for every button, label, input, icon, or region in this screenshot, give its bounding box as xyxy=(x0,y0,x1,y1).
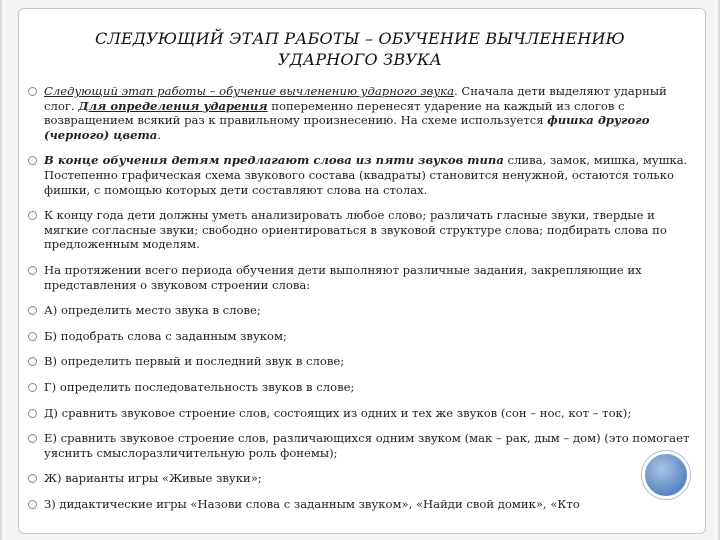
item-text: З) дидактические игры «Назови слова с заданным звуком», «Найди свой домик», «Кто xyxy=(44,496,580,511)
bullet-circle-icon xyxy=(28,306,37,315)
list-item xyxy=(26,406,694,421)
item-emphasis: Следующий этап работы – обучение вычленению ударного звука xyxy=(44,84,454,98)
bullet-circle-icon xyxy=(28,383,37,392)
list-item xyxy=(26,354,694,369)
bullet-circle-icon xyxy=(28,87,37,96)
list-item xyxy=(26,471,694,486)
decorative-circle-icon xyxy=(642,451,690,499)
item-text: Б) подобрать слова с заданным звуком; xyxy=(44,328,287,343)
item-text: Г) определить последовательность звуков в слове; xyxy=(44,379,355,394)
bullet-circle-icon xyxy=(28,434,37,443)
item-text: Ж) варианты игры «Живые звуки»; xyxy=(44,471,262,486)
list-item xyxy=(26,497,694,512)
title-line-1: СЛЕДУЮЩИЙ ЭТАП РАБОТЫ – ОБУЧЕНИЕ ВЫЧЛЕНЕНИЮ xyxy=(95,29,625,48)
slide-title xyxy=(40,28,680,70)
item-text: Д) сравнить звуковое строение слов, состоящих из одних и тех же звуков (сон – нос, кот – ток); xyxy=(44,405,632,420)
bullet-circle-icon xyxy=(28,266,37,275)
bullet-circle-icon xyxy=(28,474,37,483)
bullet-circle-icon xyxy=(28,357,37,366)
item-text: . xyxy=(157,127,161,142)
item-emphasis: В конце обучения детям предлагают слова из пяти звуков типа xyxy=(44,153,504,168)
item-text: . Сначала дети выделяют ударный слог. xyxy=(44,84,667,113)
title-line-2: УДАРНОГО ЗВУКА xyxy=(278,50,442,69)
item-text: К концу года дети должны уметь анализировать любое слово; различать гласные звуки, твердые и мягкие согласные звуки; свободно ориентироваться в звуковой структуре слова; подбирать слова по предложенным моделям. xyxy=(44,208,667,252)
list-item xyxy=(26,153,694,197)
bullet-circle-icon xyxy=(28,409,37,418)
list-item xyxy=(26,303,694,318)
list-item xyxy=(26,84,694,142)
left-border-line xyxy=(0,0,2,540)
bullet-list xyxy=(26,84,694,522)
item-text: Е) сравнить звуковое строение слов, различающихся одним звуком (мак – рак, дым – дом) (это помогает уяснить смыслоразличительную роль фонемы); xyxy=(44,431,690,460)
bullet-circle-icon xyxy=(28,500,37,509)
bullet-circle-icon xyxy=(28,156,37,165)
bullet-circle-icon xyxy=(28,332,37,341)
list-item xyxy=(26,263,694,292)
item-text: слива, замок, мишка, мушка. Постепенно графическая схема звукового состава (квадраты) становится ненужной, остаются только фишки, с помощью которых дети составляют слова на столах. xyxy=(44,153,688,197)
item-text: В) определить первый и последний звук в слове; xyxy=(44,354,345,369)
item-text: попеременно перенесят ударение на каждый из слогов с возвращением всякий раз к правильному произнесению. На схеме используется xyxy=(44,98,625,128)
list-item xyxy=(26,208,694,252)
item-emphasis: Для определения ударения xyxy=(78,98,268,113)
item-emphasis: фишка другого (черного) цвета xyxy=(44,113,650,142)
bullet-circle-icon xyxy=(28,211,37,220)
item-text: А) определить место звука в слове; xyxy=(44,303,261,318)
list-item xyxy=(26,329,694,344)
item-text: На протяжении всего периода обучения дети выполняют различные задания, закрепляющие их представления о звуковом строении слова: xyxy=(44,262,642,292)
list-item xyxy=(26,431,694,460)
list-item xyxy=(26,380,694,395)
